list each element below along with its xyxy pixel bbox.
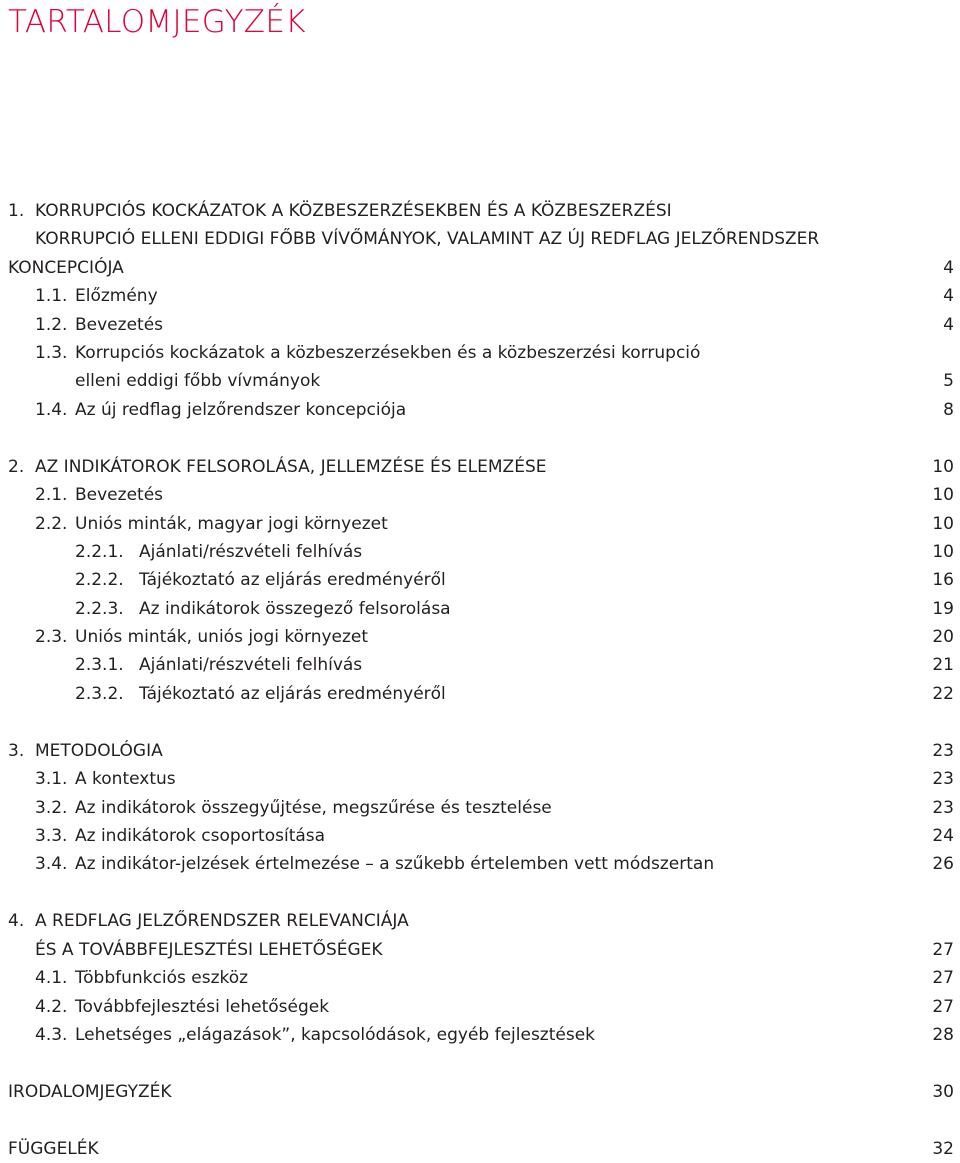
toc-entry-page: 27 <box>932 996 954 1017</box>
toc-entry-title: KORRUPCIÓ ELLENI EDDIGI FŐBB VÍVŐMÁNYOK, VALAMINT AZ ÚJ REDFLAG JELZŐRENDSZER <box>35 229 820 250</box>
toc-entry-title: Tájékoztató az eljárás eredményéről <box>139 570 446 591</box>
toc-entry-title: AZ INDIKÁTOROK FELSOROLÁSA, JELLEMZÉSE ÉS ELEMZÉSE <box>35 456 547 477</box>
toc-entry-number: 3. <box>8 740 25 761</box>
toc-entry-page: 10 <box>932 541 954 562</box>
toc-entry-title: A REDFLAG JELZŐRENDSZER RELEVANCIÁJA <box>35 911 409 932</box>
toc-entry-page: 27 <box>932 939 954 960</box>
toc-entry-page: 23 <box>932 740 954 761</box>
toc-entry-page: 4 <box>943 257 954 278</box>
toc-entry-number: 2.3. <box>35 627 68 648</box>
toc-entry-2-3[interactable] <box>0 623 960 651</box>
toc-entry-2-3-2[interactable] <box>0 680 960 708</box>
toc-entry-number: 1. <box>8 201 25 221</box>
toc-entry-title: ÉS A TOVÁBBFEJLESZTÉSI LEHETŐSÉGEK <box>35 939 383 960</box>
toc-entry-page: 19 <box>932 598 954 619</box>
toc-entry-title: elleni eddigi főbb vívmányok <box>75 371 321 392</box>
toc-entry-number: 3.1. <box>35 769 68 790</box>
toc-entry-page: 23 <box>932 769 954 790</box>
toc-entry-2-2-2[interactable] <box>0 566 960 594</box>
toc-entry-number: 2.3.2. <box>75 683 124 704</box>
toc-entry-1-3[interactable] <box>0 339 960 367</box>
toc-entry-page: 16 <box>932 570 954 591</box>
toc-entry-number: 4. <box>8 911 25 932</box>
toc-entry-title: METODOLÓGIA <box>35 740 163 761</box>
toc-entry-page: 10 <box>932 513 954 534</box>
toc-entry-page: 30 <box>932 1081 954 1102</box>
toc-entry-title: IRODALOMJEGYZÉK <box>8 1081 172 1102</box>
toc-entry-title: Ajánlati/részvételi felhívás <box>139 655 363 676</box>
toc-entry-page: 22 <box>932 683 954 704</box>
toc-entry-1-4[interactable] <box>0 396 960 424</box>
toc-entry-page: 4 <box>943 286 954 307</box>
toc-entry-page: 24 <box>932 826 954 846</box>
toc-entry-number: 2. <box>8 456 25 477</box>
toc-entry-title: Bevezetés <box>75 485 164 506</box>
toc-entry-1[interactable] <box>0 197 960 225</box>
toc-entry-title: Korrupciós kockázatok a közbeszerzésekben és a közbeszerzési korrupció <box>75 342 701 363</box>
toc-entry-number: 4.3. <box>35 1024 68 1045</box>
toc-entry-4-1[interactable] <box>0 964 960 992</box>
toc-entry-4-3[interactable] <box>0 1021 960 1049</box>
toc-entry-title: FÜGGELÉK <box>8 1138 99 1159</box>
toc-entry-page: 27 <box>932 968 954 989</box>
toc-entry-title: Az indikátorok összegyűjtése, megszűrése és tesztelése <box>75 797 552 818</box>
toc-entry-number: 3.2. <box>35 797 68 818</box>
toc-entry-page: 8 <box>943 399 954 420</box>
toc-entry-4-2[interactable] <box>0 993 960 1021</box>
toc-entry-number: 2.2.2. <box>75 570 124 591</box>
toc-entry-3-3[interactable] <box>0 822 960 850</box>
toc-entry-3-2[interactable] <box>0 794 960 822</box>
toc-entry-2-2-3[interactable] <box>0 595 960 623</box>
toc-entry-1-1[interactable] <box>0 282 960 310</box>
toc-entry-number: 1.4. <box>35 399 68 420</box>
toc-entry-title: Előzmény <box>75 286 158 307</box>
toc-entry-page: 4 <box>943 314 954 335</box>
page-title: TARTALOMJEGYZÉK <box>8 4 306 40</box>
toc-entry-page: 10 <box>932 456 954 477</box>
toc-entry-title: KONCEPCIÓJA <box>8 257 124 278</box>
toc-entry-4-continued[interactable] <box>0 936 960 964</box>
toc-entry-title: Uniós minták, magyar jogi környezet <box>75 513 388 534</box>
toc-entry-page: 20 <box>932 627 954 648</box>
toc-entry-page: 26 <box>932 854 954 875</box>
toc-entry-title: Tájékoztató az eljárás eredményéről <box>139 683 446 704</box>
toc-entry-1-3-continued[interactable] <box>0 367 960 395</box>
toc-entry-number: 2.3.1. <box>75 655 124 676</box>
toc-entry-page: 10 <box>932 485 954 506</box>
toc-entry-number: 4.2. <box>35 996 68 1017</box>
toc-entry-2[interactable] <box>0 453 960 481</box>
toc-entry-title: A kontextus <box>75 769 176 790</box>
toc-entry-page: 23 <box>932 797 954 818</box>
toc-entry-number: 2.2.3. <box>75 598 124 619</box>
toc-entry-3-4[interactable] <box>0 850 960 878</box>
toc-entry-title: Lehetséges „elágazások”, kapcsolódások, egyéb fejlesztések <box>75 1024 596 1045</box>
toc-entry-title: Többfunkciós eszköz <box>75 968 249 989</box>
toc-entry-number: 3.4. <box>35 854 68 875</box>
toc-entry-title: KORRUPCIÓS KOCKÁZATOK A KÖZBESZERZÉSEKBEN ÉS A KÖZBESZERZÉSI <box>35 201 672 221</box>
toc-entry-title: Ajánlati/részvételi felhívás <box>139 541 363 562</box>
toc-entry-number: 1.1. <box>35 286 68 307</box>
toc-entry-2-1[interactable] <box>0 481 960 509</box>
toc-entry-1-continued[interactable] <box>0 225 960 253</box>
toc-entry-number: 1.3. <box>35 342 68 363</box>
toc-entry-page: 5 <box>943 371 954 392</box>
table-of-contents <box>0 197 960 1163</box>
toc-entry-title: Bevezetés <box>75 314 164 335</box>
toc-entry-1-continued[interactable] <box>0 254 960 282</box>
toc-entry-2-2[interactable] <box>0 510 960 538</box>
toc-entry-3-1[interactable] <box>0 765 960 793</box>
toc-entry-appendix[interactable] <box>0 1135 960 1163</box>
toc-entry-2-3-1[interactable] <box>0 651 960 679</box>
toc-entry-title: Az indikátorok csoportosítása <box>75 826 326 846</box>
toc-entry-title: Az új redflag jelzőrendszer koncepciója <box>75 399 407 420</box>
toc-entry-page: 21 <box>932 655 954 676</box>
toc-entry-1-2[interactable] <box>0 311 960 339</box>
toc-entry-bibliography[interactable] <box>0 1078 960 1106</box>
toc-entry-4[interactable] <box>0 907 960 935</box>
toc-entry-page: 32 <box>932 1138 954 1159</box>
toc-entry-title: Az indikátor-jelzések értelmezése – a szűkebb értelemben vett módszertan <box>75 854 715 875</box>
toc-entry-2-2-1[interactable] <box>0 538 960 566</box>
toc-entry-title: Továbbfejlesztési lehetőségek <box>75 996 330 1017</box>
toc-entry-3[interactable] <box>0 737 960 765</box>
toc-entry-title: Az indikátorok összegező felsorolása <box>139 598 451 619</box>
toc-entry-number: 3.3. <box>35 826 68 846</box>
toc-entry-number: 1.2. <box>35 314 68 335</box>
toc-entry-number: 2.1. <box>35 485 68 506</box>
toc-entry-number: 2.2.1. <box>75 541 124 562</box>
toc-entry-number: 2.2. <box>35 513 68 534</box>
toc-entry-number: 4.1. <box>35 968 68 989</box>
toc-entry-page: 28 <box>932 1024 954 1045</box>
toc-entry-title: Uniós minták, uniós jogi környezet <box>75 627 369 648</box>
